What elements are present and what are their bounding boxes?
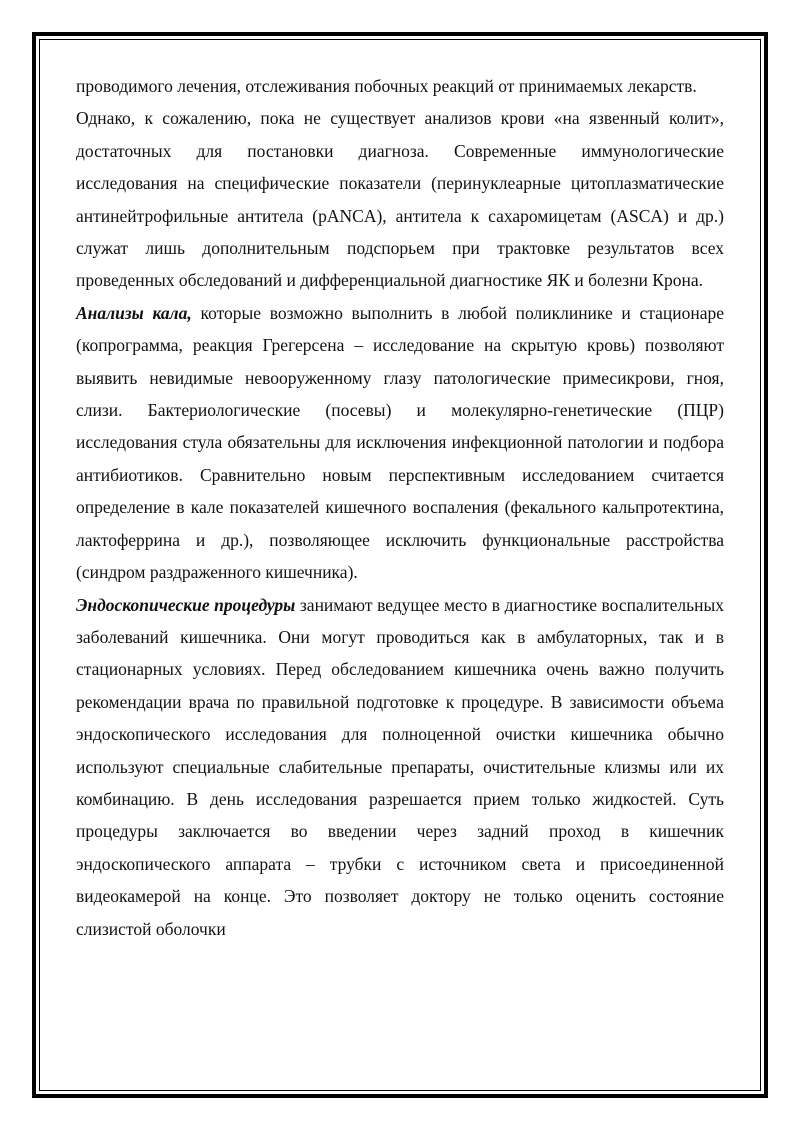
paragraph-treatment-tracking [76, 70, 724, 102]
document-body [76, 70, 724, 945]
paragraph-blood-tests [76, 102, 724, 296]
paragraph-endoscopy [76, 589, 724, 945]
paragraph-lead-endoscopy: Эндоскопические процедуры [76, 594, 296, 615]
paragraph-text: проводимого лечения, отслеживания побочных реакций от принимаемых лекарств. [76, 76, 697, 96]
paragraph-text: занимают ведущее место в диагностике воспалительных заболеваний кишечника. Они могут проводиться как в амбулаторных, так и в стационарных условиях. Перед обследованием кишечника очень важно получить рекомендации врача по правильной подготовке к процедуре. В зависимости объема эндоскопического исследования для полноценной очистки кишечника обычно используют специальные слабительные препараты, очистительные клизмы или их комбинацию. В день исследования разрешается прием только жидкостей. Суть процедуры заключается во введении через задний проход в кишечник эндоскопического аппарата – трубки с источником света и присоединенной видеокамерой на конце. Это позволяет доктору не только оценить состояние слизистой оболочки [76, 594, 724, 939]
paragraph-text: которые возможно выполнить в любой поликлинике и стационаре (копрограмма, реакция Грегерсена – исследование на скрытую кровь) позволяют выявить невидимые невооруженному глазу патологические примесикрови, гноя, слизи. Бактериологические (посевы) и молекулярно-генетические (ПЦР) исследования стула обязательны для исключения инфекционной патологии и подбора антибиотиков. Сравнительно новым перспективным исследованием считается определение в кале показателей кишечного воспаления (фекального кальпротектина, лактоферрина и др.), позволяющее исключить функциональные расстройства (синдром раздраженного кишечника). [76, 302, 724, 583]
paragraph-text: Однако, к сожалению, пока не существует анализов крови «на язвенный колит», достаточных для постановки диагноза. Современные иммунологические исследования на специфические показатели (перинуклеарные цитоплазматические антинейтрофильные антитела (pANCA), антитела к сахаромицетам (ASCA) и др.) служат лишь дополнительным подспорьем при трактовке результатов всех проведенных обследований и дифференциальной диагностике ЯК и болезни Крона. [76, 108, 724, 291]
paragraph-lead-stool-tests: Анализы кала, [76, 302, 192, 323]
paragraph-stool-tests [76, 297, 724, 589]
